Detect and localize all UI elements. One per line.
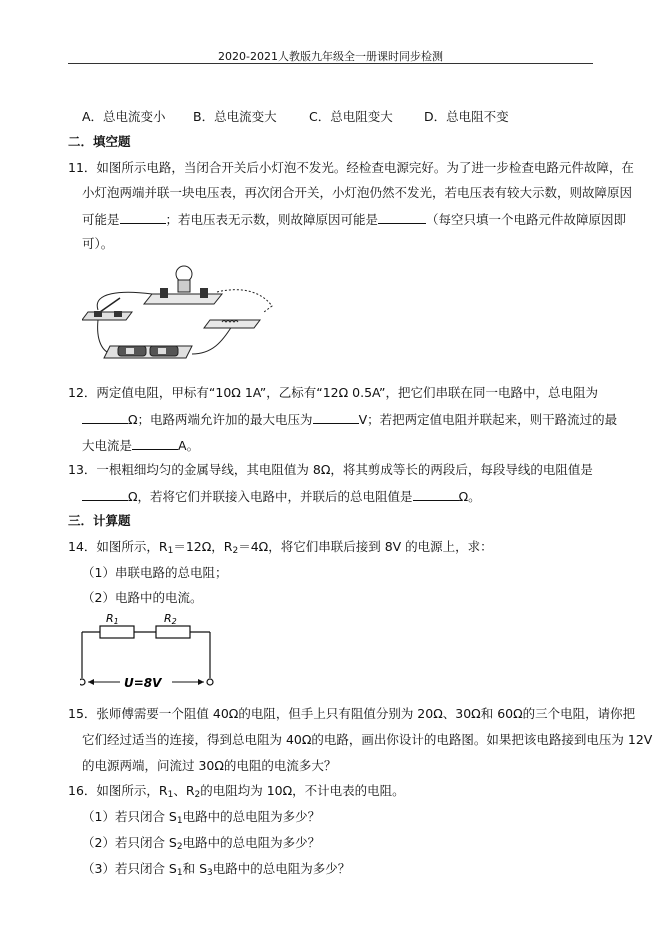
r2-resistor [156,626,190,638]
q11-line3: 可能是 ；若电压表无示数，则故障原因可能是 （每空只填一个电路元件故障原因即 [82,212,627,227]
section-title-calculation: 三．计算题 [68,513,131,528]
q12-line1: 12．两定值电阻，甲标有“10Ω 1A”，乙标有“12Ω 0.5A”，把它们串联在同一电路中，总电阻为 [68,385,599,400]
q16-stem: 16．如图所示，$R_1$、$R_2$的电阻均为 10Ω，不计电表的电阻。 [68,783,405,800]
r1-resistor [100,626,134,638]
q15-line3: 的电源两端，问流过 30Ω的电阻的电流多大？ [82,758,337,773]
q15-line1: 15．张师傅需要一个阻值 40Ω的电阻，但手上只有阻值分别为 20Ω、30Ω和 60Ω的三个电阻，请你把 [68,706,636,721]
q12-line3: 大电流是 A。 [82,438,200,453]
q16-part3: （3）若只闭合 $S_1$和 $S_3$电路中的总电阻为多少？ [82,861,351,878]
blank-q13-2[interactable] [413,488,459,501]
q15-line2: 它们经过适当的连接，得到总电阻为 40Ω的电路，画出你设计的电路图。如果把该电路接到电压为 12V [82,732,653,747]
section-title-fill-in: 二．填空题 [68,134,131,149]
q13-line1: 13．一根粗细均匀的金属导线，其电阻值为 8Ω，将其剪成等长的两段后，每段导线的电阻值是 [68,462,593,477]
q11-circuit-figure [82,262,282,372]
option-b: B．总电流变大 [193,109,277,124]
q11-line2: 小灯泡两端并联一块电压表，再次闭合开关，小灯泡仍然不发光，若电压表有较大示数，则故障原因 [82,185,633,200]
option-d: D．总电阻不变 [424,109,509,124]
r2-label: R2 [164,612,177,626]
blank-q12-3[interactable] [132,437,178,450]
page-header: 2020-2021人教版九年级全一册课时同步检测 [218,50,443,63]
q14-circuit-figure [80,612,215,694]
option-c: C．总电阻变大 [309,109,393,124]
voltage-label: U=8V [124,676,162,690]
q14-stem: 14．如图所示，$R_1=12\Omega$，$R_2=4\Omega$，将它们串联后接到 8V 的电源上，求： [68,539,493,556]
blank-q12-2[interactable] [313,411,359,424]
blank-q11-2[interactable] [378,211,426,224]
q11-line1: 11．如图所示电路，当闭合开关后小灯泡不发光。经检查电源完好。为了进一步检查电路元件故障，在 [68,160,634,175]
q11-line4: 可）。 [82,236,114,251]
blank-q13-1[interactable] [82,488,128,501]
q16-part1: （1）若只闭合 $S_1$电路中的总电阻为多少？ [82,809,321,826]
q16-part2: （2）若只闭合 $S_2$电路中的总电阻为多少？ [82,835,321,852]
q13-line2: Ω，若将它们并联接入电路中，并联后的总电阻值是 Ω。 [82,488,481,505]
header-divider [68,63,593,64]
q14-part1: （1）串联电路的总电阻； [82,565,228,580]
blank-q11-1[interactable] [120,211,166,224]
q12-line2: Ω；电路两端允许加的最大电压为 V；若把两定值电阻并联起来，则干路流过的最 [82,411,617,428]
q14-part2: （2）电路中的电流。 [82,590,203,605]
r1-label: R1 [106,612,119,626]
blank-q12-1[interactable] [82,411,128,424]
option-a: A．总电流变小 [82,109,166,124]
